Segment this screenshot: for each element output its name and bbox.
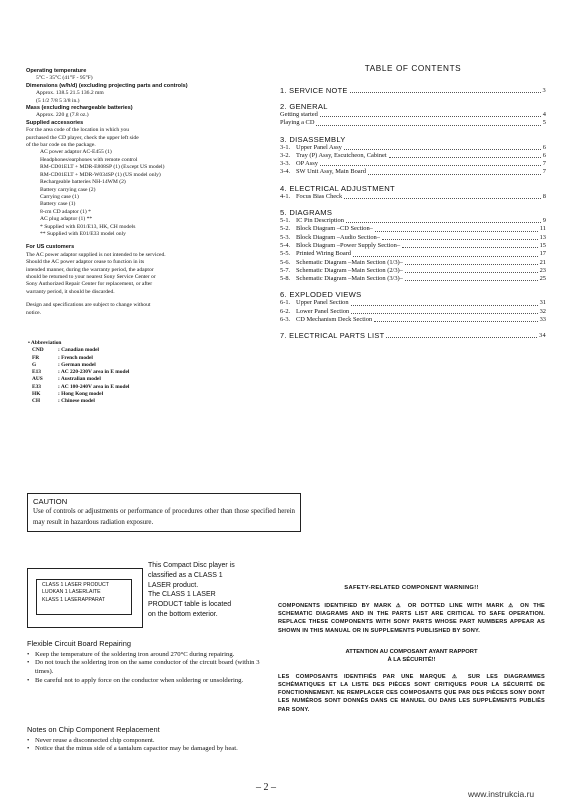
accessories-heading: Supplied accessories	[26, 119, 84, 126]
toc-entry	[280, 152, 546, 160]
abbr-desc: : Australian model	[58, 376, 101, 383]
toc-page: 9	[542, 217, 546, 225]
chip-item-text: Never reuse a disconnected chip component.	[35, 736, 155, 744]
design-text-line: notice.	[26, 309, 42, 316]
abbr-code: FR	[32, 354, 40, 361]
toc-entry-number: 6-1.	[280, 299, 291, 307]
toc-entry-number: 3-1.	[280, 143, 291, 151]
laser-label-line: CLASS 1 LASER PRODUCT	[42, 582, 109, 588]
safety-fr-heading-line: À LA SÉCURITÉ!!	[387, 656, 436, 663]
toc-entry-number: 3-2.	[280, 151, 291, 159]
toc-entry-number: 4-1.	[280, 192, 291, 200]
abbreviation-block	[28, 340, 198, 406]
toc-entry	[280, 119, 546, 127]
abbreviation-row	[28, 384, 198, 391]
abbreviation-row	[28, 398, 198, 405]
mass-value: Approx. 220 g (7.8 oz.)	[36, 112, 89, 119]
accessory-item: Carrying case (1)	[40, 193, 79, 200]
toc-entry-number: 5-5.	[280, 250, 291, 258]
abbreviation-heading: • Abbreviation	[28, 340, 62, 346]
watermark: www.instrukcia.ru	[468, 789, 535, 799]
caution-text: Use of controls or adjustments or performance of procedures other than those specified herein may result in hazardous radiation exposure.	[33, 508, 295, 526]
toc-entry-title: Block Diagram –Power Supply Section–	[296, 241, 401, 249]
toc-entry	[280, 144, 546, 152]
dimensions-heading: Dimensions (w/h/d) (excluding projecting parts and controls)	[26, 82, 188, 89]
toc-section-disassembly: 3. DISASSEMBLY	[280, 134, 346, 144]
accessory-item: AC plug adaptor (1) **	[40, 216, 93, 223]
toc-entry-title: IC Pin Description	[296, 217, 344, 225]
us-text-line: intended manner, during the warranty period, the adaptor	[26, 266, 154, 273]
toc-page: 13	[539, 233, 546, 241]
toc-entry-number: 3-3.	[280, 160, 291, 168]
abbr-code: HK	[32, 391, 41, 398]
dimensions-value-inch: (5 1/2 7/8 5 3/8 in.)	[36, 97, 80, 104]
caution-box	[27, 493, 301, 532]
safety-fr-heading	[278, 648, 545, 664]
table-of-contents	[280, 64, 546, 340]
abbr-code: E33	[32, 383, 41, 390]
toc-page: 11	[539, 225, 546, 233]
toc-entry	[280, 250, 546, 258]
bullet-marker: •	[27, 736, 30, 744]
toc-entry-title: Upper Panel Assy	[296, 143, 342, 151]
abbr-desc: : Canadian model	[58, 347, 100, 354]
toc-entry-title: Block Diagram –Audio Section–	[296, 233, 380, 241]
toc-entry-number: 6-2.	[280, 307, 291, 315]
toc-page: 7	[542, 168, 546, 176]
toc-page: 34	[539, 332, 546, 340]
toc-entry-title: Upper Panel Section	[296, 299, 349, 307]
toc-entry	[280, 217, 546, 225]
abbreviation-row	[28, 347, 198, 354]
toc-entry-title: Printed Wiring Board	[296, 250, 352, 258]
chip-item	[27, 737, 267, 746]
safety-fr-heading-line: ATTENTION AU COMPOSANT AYANT RAPPORT	[345, 648, 478, 655]
accessory-note: * Supplied with E01/E13, HK, CH models	[40, 223, 136, 230]
caution-title: CAUTION	[33, 497, 68, 506]
toc-entry-title: Schematic Diagram –Main Section (3/3)–	[296, 275, 403, 283]
toc-page: 6	[542, 151, 546, 159]
accessory-item: Battery case (1)	[40, 201, 76, 208]
safety-heading: SAFETY-RELATED COMPONENT WARNING!!	[344, 585, 479, 591]
toc-entry-title: Schematic Diagram –Main Section (1/3)–	[296, 258, 403, 266]
flex-item-text: Keep the temperature of the soldering iron around 270°C during repairing.	[35, 650, 235, 658]
toc-entry	[280, 225, 546, 233]
toc-page: 33	[539, 316, 546, 324]
design-text-line: Design and specifications are subject to change without	[26, 302, 151, 309]
abbreviation-row	[28, 369, 198, 376]
toc-entry-title: SW Unit Assy, Main Board	[296, 168, 366, 176]
flex-item-text: Be careful not to apply force on the conductor when soldering or unsoldering.	[35, 676, 244, 684]
toc-entry-title: Tray (P) Assy, Escutcheon, Cabinet	[296, 151, 387, 159]
toc-entry-title: CD Mechanism Deck Section	[296, 316, 373, 324]
abbr-code: CH	[32, 398, 41, 405]
abbr-code: G	[32, 361, 37, 368]
us-customers-text	[26, 252, 266, 317]
toc-entry-parts-list	[280, 331, 546, 340]
us-text-line: warranty period, it should be discarded.	[26, 288, 115, 295]
toc-page: 15	[539, 241, 546, 249]
us-text-line: Should the AC power adaptor cease to function in its	[26, 259, 145, 266]
chip-item	[27, 745, 267, 754]
laser-text-line: This Compact Disc player is	[148, 562, 235, 569]
accessory-item: Headphones/earphones with remote control	[40, 156, 138, 163]
toc-entry	[280, 160, 546, 168]
laser-text-line: LASER product.	[148, 581, 199, 589]
abbr-desc: : AC 100-240V area in E model	[58, 383, 130, 390]
accessory-item: Rechargeable batteries NH-14WM (2)	[40, 179, 126, 186]
flex-item-text: Do not touch the soldering iron on the same conductor of the circuit board (within 3 times).	[35, 659, 260, 676]
toc-entry	[280, 259, 546, 267]
laser-text-line: on the bottom exterior.	[148, 610, 218, 618]
toc-page: 4	[542, 111, 546, 118]
toc-title: TABLE OF CONTENTS	[364, 64, 462, 73]
toc-entry-number: 5-1.	[280, 217, 291, 225]
toc-entry-title: Schematic Diagram –Main Section (2/3)–	[296, 266, 403, 274]
laser-description	[148, 561, 278, 620]
toc-page: 8	[542, 192, 546, 200]
safety-fr-text: LES COMPOSANTS IDENTIFIÉS PAR UNE MARQUE ⚠ SUR LES DIAGRAMMES SCHÉMATIQUES ET LA LISTE DES PIÈCES SONT CRITIQUES POUR LA SÉCURITÉ DE FONCTIONNEMENT. NE REMPLACER CES COMPOSANTS QUE PAR DES PIÈCES SONY DONT LES NUMÉROS SONT DONNÉS DANS CE MANUEL OU DANS LES SUPPLÉMENTS PUBLIÉS PAR SONY.	[278, 673, 545, 713]
laser-label-line: KLASS 1 LASERAPPARAT	[42, 596, 105, 603]
laser-product-label	[36, 579, 132, 615]
toc-page: 3	[542, 87, 546, 94]
toc-page: 6	[542, 143, 546, 151]
op-temp-heading: Operating temperature	[26, 68, 87, 74]
abbr-desc: : German model	[58, 361, 96, 368]
toc-page: 7	[542, 160, 546, 168]
toc-entry-title: Block Diagram –CD Section–	[296, 225, 373, 233]
abbr-code: CND	[32, 347, 44, 354]
abbreviation-row	[28, 355, 198, 362]
accessory-item: Battery carrying case (2)	[40, 186, 96, 193]
toc-page: 23	[539, 266, 546, 274]
toc-entry	[280, 234, 546, 242]
toc-entry	[280, 168, 546, 176]
abbr-desc: : AC 220-230V area in E model	[58, 369, 130, 376]
bullet-marker: •	[27, 676, 30, 684]
us-customers-heading: For US customers	[26, 244, 75, 251]
toc-entry-number: 5-6.	[280, 258, 291, 266]
abbreviation-row	[28, 376, 198, 383]
abbr-desc: : Chinese model	[58, 398, 95, 405]
toc-entry-number: 5-2.	[280, 225, 291, 233]
toc-entry-title: Focus Bias Check	[296, 192, 343, 200]
chip-component-notes	[27, 726, 267, 754]
accessories-intro-line: of the bar code on the package.	[26, 142, 96, 149]
accessories-intro-line: For the area code of the location in which you	[26, 127, 129, 134]
toc-entry	[280, 275, 546, 283]
chip-item-text: Notice that the minus side of a tantalum capacitor may be damaged by heat.	[35, 745, 238, 753]
abbreviation-row	[28, 362, 198, 369]
toc-entry-number: 5-3.	[280, 233, 291, 241]
us-text-line: Sony Authorized Repair Center for replacement, or after	[26, 281, 153, 288]
accessories-list	[26, 127, 266, 238]
bullet-marker: •	[27, 650, 30, 658]
laser-label-line: LUOKAN 1 LASERLAITE	[42, 589, 101, 596]
toc-entry-number: 6-3.	[280, 316, 291, 324]
accessories-intro-line: purchased the CD player, check the upper left side	[26, 134, 139, 141]
accessory-item: AC power adaptor AC-E455 (1)	[40, 149, 112, 156]
toc-page: 5	[542, 119, 546, 127]
abbr-code: AUS	[32, 376, 43, 383]
toc-page: 31	[539, 299, 546, 307]
flex-item	[27, 659, 267, 676]
toc-entry	[280, 242, 546, 250]
toc-entry-number: 3-4.	[280, 168, 291, 176]
toc-entry-title: Getting started	[280, 111, 318, 118]
flex-item	[27, 651, 267, 660]
flex-item	[27, 677, 267, 686]
laser-text-line: PRODUCT table is located	[148, 601, 232, 609]
chip-component-heading: Notes on Chip Component Replacement	[27, 725, 160, 734]
bullet-marker: •	[27, 659, 30, 667]
safety-warning	[278, 585, 545, 714]
bullet-marker: •	[27, 745, 30, 753]
accessory-item: 8-cm CD adaptor (1) *	[40, 208, 91, 215]
laser-label-frame	[27, 568, 143, 628]
accessory-item: RM-CD01ELT + MDR-E808SP (1) (Except US model)	[40, 164, 165, 171]
us-text-line: should be returned to your nearest Sony Service Center or	[26, 273, 156, 280]
dimensions-value: Approx. 138.5 21.5 136.2 mm	[36, 90, 104, 97]
toc-page: 21	[539, 258, 546, 266]
toc-entry-title: Lower Panel Section	[296, 307, 350, 315]
accessory-item: RM-CD01ELT + MDR-W034SP (1) (US model only)	[40, 171, 161, 178]
flexible-circuit-notes	[27, 640, 267, 686]
op-temp-value: 5°C - 35°C (41°F - 95°F)	[36, 75, 93, 82]
abbr-desc: : Hong Kong model	[58, 391, 104, 398]
toc-entry	[280, 308, 546, 316]
toc-entry	[280, 111, 546, 119]
toc-entry	[280, 193, 546, 201]
toc-entry-service-note	[280, 86, 546, 95]
safety-text: COMPONENTS IDENTIFIED BY MARK ⚠ OR DOTTED LINE WITH MARK ⚠ ON THE SCHEMATIC DIAGRAMS AND IN THE PARTS LIST ARE CRITICAL TO SAFE OPERATION. REPLACE THESE COMPONENTS WITH SONY PARTS WHOSE PART NUMBERS APPEAR AS SHOWN IN THIS MANUAL OR IN SUPPLEMENTS PUBLISHED BY SONY.	[278, 603, 545, 634]
toc-section-exploded-views: 6. EXPLODED VIEWS	[280, 290, 362, 300]
laser-text-line: classified as a CLASS 1	[148, 571, 223, 579]
toc-entry	[280, 267, 546, 275]
accessory-note: ** Supplied with E01/E33 model only	[40, 230, 126, 237]
toc-entry-number: 5-7.	[280, 266, 291, 274]
us-text-line: The AC power adaptor supplied is not intended to be serviced.	[26, 251, 166, 258]
toc-page: 25	[539, 275, 546, 283]
mass-heading: Mass (excluding rechargeable batteries)	[26, 105, 133, 112]
toc-section-diagrams: 5. DIAGRAMS	[280, 208, 333, 218]
toc-entry	[280, 299, 546, 307]
toc-entry-number: 5-8.	[280, 275, 291, 283]
specifications	[26, 68, 266, 317]
flexible-circuit-heading: Flexible Circuit Board Repairing	[27, 639, 131, 648]
abbr-code: E13	[32, 369, 41, 376]
toc-entry-number: 5-4.	[280, 241, 291, 249]
toc-section-general: 2. GENERAL	[280, 102, 328, 111]
toc-entry	[280, 316, 546, 324]
toc-page: 17	[539, 250, 546, 258]
abbr-desc: : French model	[58, 354, 93, 361]
page-number: – 2 –	[256, 782, 276, 793]
toc-section-label: 1. SERVICE NOTE	[280, 86, 348, 95]
toc-section-label: 7. ELECTRICAL PARTS LIST	[280, 331, 385, 341]
laser-text-line: The CLASS 1 LASER	[148, 591, 216, 599]
toc-entry-title: OP Assy	[296, 160, 318, 168]
abbreviation-row	[28, 391, 198, 398]
toc-entry-title: Playing a CD	[280, 119, 315, 127]
toc-page: 32	[539, 307, 546, 315]
toc-section-electrical-adjustment: 4. ELECTRICAL ADJUSTMENT	[280, 183, 395, 193]
